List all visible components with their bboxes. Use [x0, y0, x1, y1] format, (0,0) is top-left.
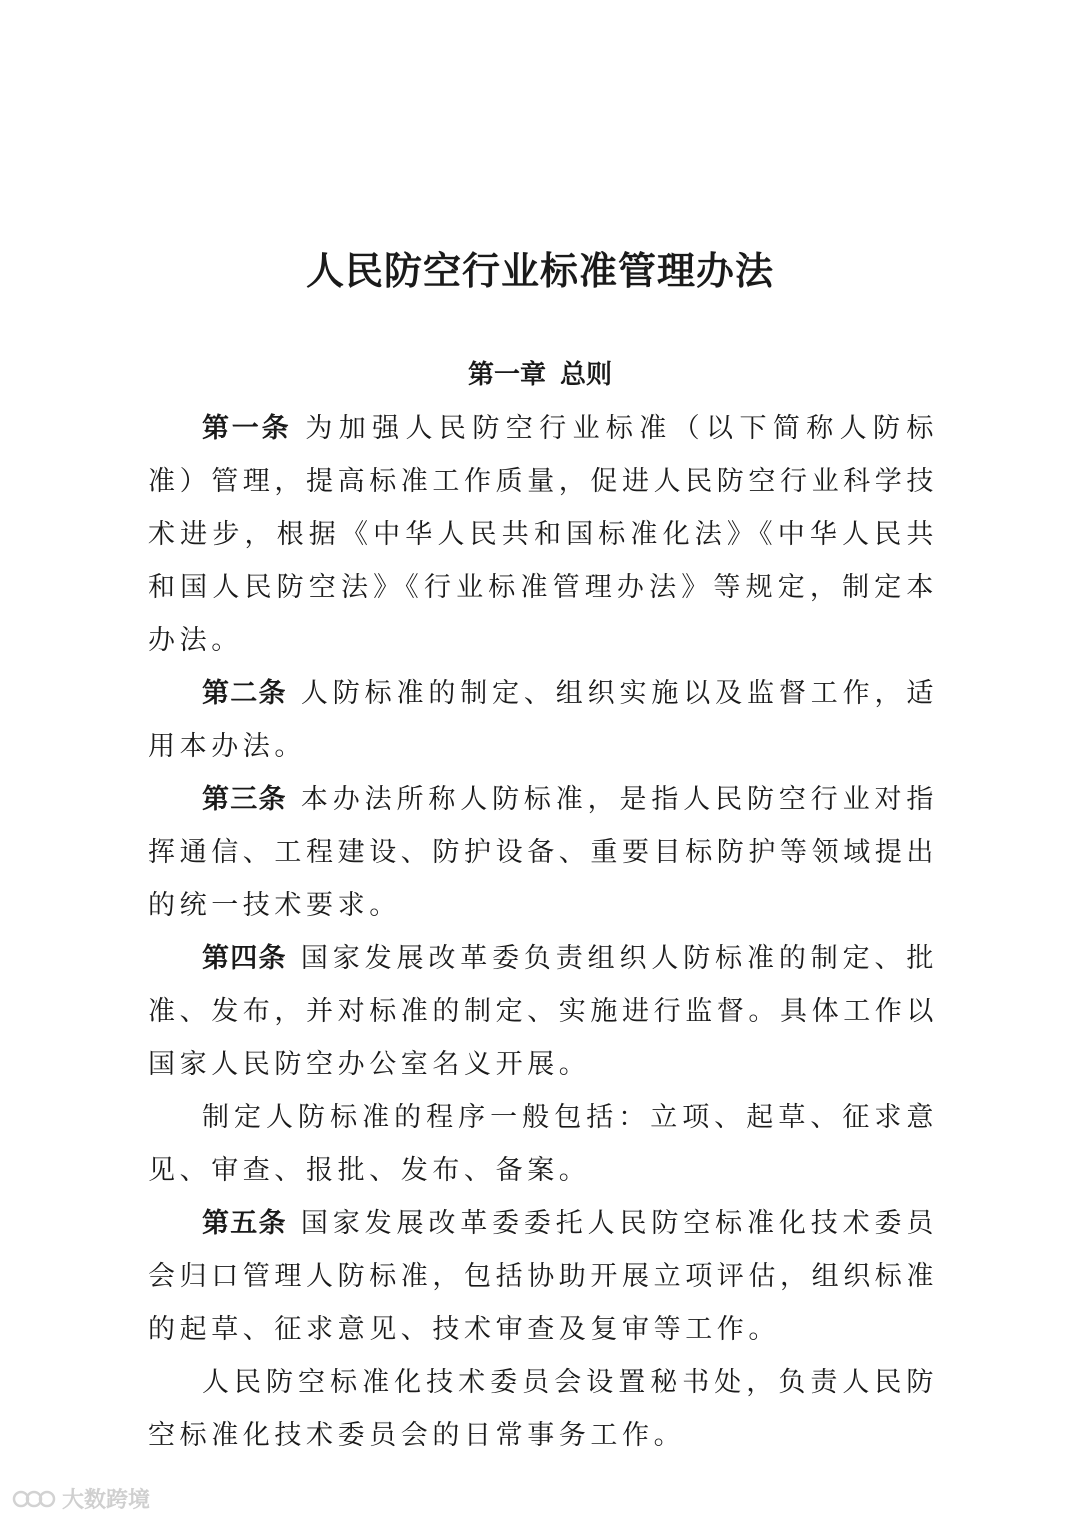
article-paragraph [148, 1356, 938, 1462]
article-text: 国家发展改革委负责组织人防标准的制定、批准、发布，并对标准的制定、实施进行监督。具体工作以国家人民防空办公室名义开展。 [148, 943, 939, 1080]
chapter-heading [0, 354, 1080, 391]
article-paragraph [148, 1197, 938, 1356]
document-body [148, 402, 938, 1462]
article-label: 第一条 [202, 413, 292, 444]
document-title: 人民防空行业标准管理办法 [305, 249, 774, 293]
article-text: 人民防空标准化技术委员会设置秘书处，负责人民防空标准化技术委员会的日常事务工作。 [148, 1367, 938, 1451]
article-text: 本办法所称人防标准，是指人民防空行业对指挥通信、工程建设、防护设备、重要目标防护等领域提出的统一技术要求。 [148, 784, 939, 921]
article-label: 第二条 [202, 678, 287, 709]
article-text: 为加强人民防空行业标准（以下简称人防标准）管理，提高标准工作质量，促进人民防空行业科学技术进步，根据《中华人民共和国标准化法》《中华人民共和国人民防空法》《行业标准管理办法》等规定，制定本办法。 [148, 413, 938, 656]
article-label: 第三条 [202, 784, 287, 815]
article-text: 国家发展改革委委托人民防空标准化技术委员会归口管理人防标准，包括协助开展立项评估，组织标准的起草、征求意见、技术审查及复审等工作。 [148, 1208, 939, 1345]
article-text: 人防标准的制定、组织实施以及监督工作，适用本办法。 [148, 678, 939, 762]
article-paragraph [148, 402, 938, 667]
watermark [12, 1483, 150, 1514]
article-text: 制定人防标准的程序一般包括：立项、起草、征求意见、审查、报批、发布、备案。 [148, 1102, 938, 1186]
article-label: 第五条 [202, 1208, 287, 1239]
article-paragraph [148, 667, 938, 773]
logo-icon [12, 1488, 56, 1510]
chapter-number: 第一章 [467, 360, 546, 390]
article-paragraph [148, 1091, 938, 1197]
chapter-name: 总则 [560, 360, 613, 390]
article-paragraph [148, 932, 938, 1091]
article-paragraph [148, 773, 938, 932]
watermark-text: 大数跨境 [62, 1488, 151, 1513]
article-label: 第四条 [202, 943, 287, 974]
